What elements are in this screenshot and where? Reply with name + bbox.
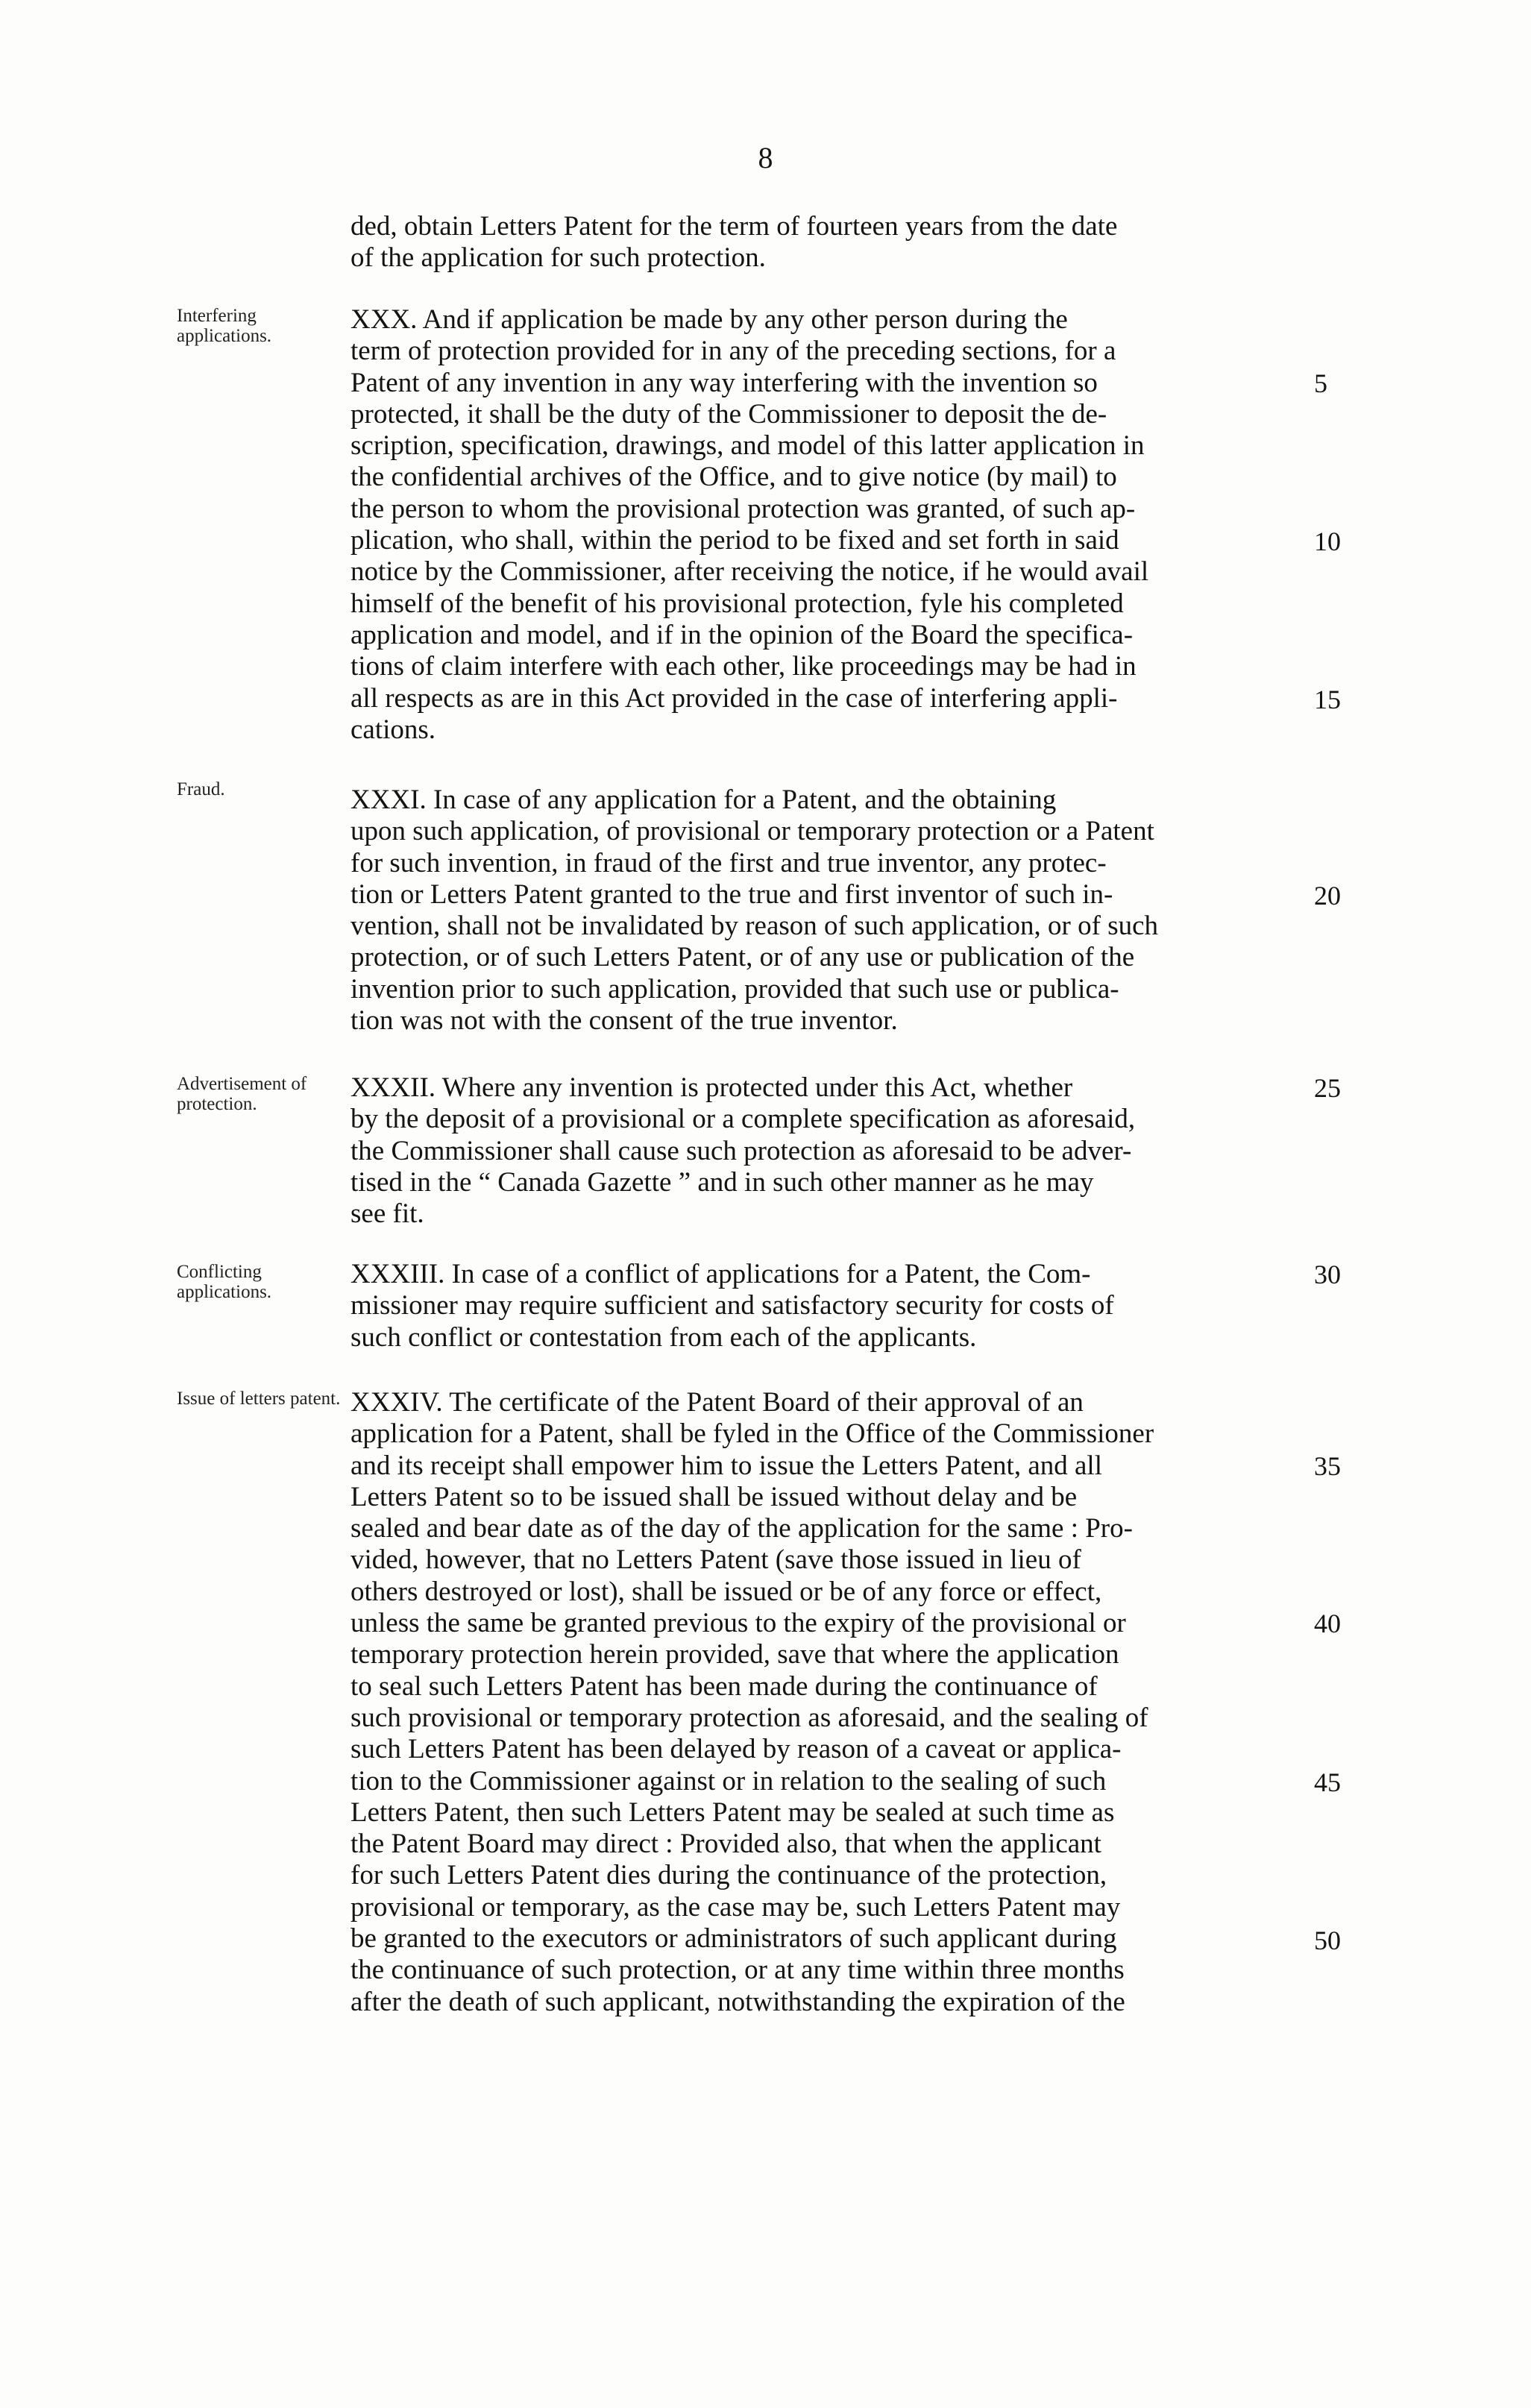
section-xxxiv xyxy=(350,1387,1305,2018)
line-number-35: 35 xyxy=(1314,1451,1341,1481)
line-number-15: 15 xyxy=(1314,685,1341,714)
text-line: Letters Patent, then such Letters Patent may be sealed at such time as xyxy=(350,1796,1115,1828)
text-line: tised in the “ Canada Gazette ” and in such other manner as he may xyxy=(350,1166,1094,1198)
text-line: the continuance of such protection, or at any time within three months xyxy=(350,1955,1125,1986)
text-line: the Commissioner shall cause such protection as aforesaid to be adver- xyxy=(350,1135,1132,1166)
section-xxxi xyxy=(350,785,1305,1037)
continuation-paragraph xyxy=(350,211,1305,274)
section-xxx xyxy=(350,304,1305,746)
text-line: invention prior to such application, provided that such use or publica- xyxy=(350,973,1119,1005)
text-line: all respects as are in this Act provided in the case of interfering appli- xyxy=(350,682,1118,714)
text-line: the person to whom the provisional protection was granted, of such ap- xyxy=(350,493,1136,524)
text-line: for such Letters Patent dies during the continuance of the protection, xyxy=(350,1860,1107,1891)
text-line: after the death of such applicant, notwithstanding the expiration of the xyxy=(350,1986,1125,2017)
text-line: protected, it shall be the duty of the Commissioner to deposit the de- xyxy=(350,398,1107,430)
text-line: XXX. And if application be made by any other person during the xyxy=(350,304,1068,335)
margin-note-fraud: Fraud. xyxy=(177,779,225,799)
text-line: vided, however, that no Letters Patent (save those issued in lieu of xyxy=(350,1544,1081,1576)
text-line: application for a Patent, shall be fyled in the Office of the Commissioner xyxy=(350,1418,1154,1450)
text-line: others destroyed or lost), shall be issued or be of any force or effect, xyxy=(350,1576,1102,1607)
text-line: sealed and bear date as of the day of the application for the same : Pro- xyxy=(350,1513,1133,1544)
text-line: protection, or of such Letters Patent, or of any use or publication of the xyxy=(350,942,1135,973)
text-line: by the deposit of a provisional or a complete specification as aforesaid, xyxy=(350,1104,1136,1135)
margin-note-issue-of-letters-patent: Issue of letters patent. xyxy=(177,1389,341,1409)
text-line: and its receipt shall empower him to issue the Letters Patent, and all xyxy=(350,1450,1102,1481)
text-line: plication, who shall, within the period to be fixed and set forth in said xyxy=(350,525,1119,556)
line-number-40: 40 xyxy=(1314,1609,1341,1638)
text-line: tion or Letters Patent granted to the true and first inventor of such in- xyxy=(350,878,1113,910)
text-line: tions of claim interfere with each other, like proceedings may be had in xyxy=(350,651,1137,682)
text-line: the Patent Board may direct : Provided also, that when the applicant xyxy=(350,1829,1101,1860)
text-line: scription, specification, drawings, and model of this latter application in xyxy=(350,430,1145,462)
text-line: term of protection provided for in any of the preceding sections, for a xyxy=(350,336,1116,367)
text-line: of the application for such protection. xyxy=(350,242,766,274)
text-line: such conflict or contestation from each of the applicants. xyxy=(350,1321,977,1353)
line-number-30: 30 xyxy=(1314,1260,1341,1289)
text-line: tion was not with the consent of the true inventor. xyxy=(350,1005,898,1037)
section-xxxii xyxy=(350,1072,1305,1230)
margin-note-advertisement: Advertisement of protection. xyxy=(177,1074,307,1114)
text-line: temporary protection herein provided, save that where the application xyxy=(350,1639,1119,1670)
text-line: such Letters Patent has been delayed by reason of a caveat or applica- xyxy=(350,1734,1122,1765)
margin-note-interfering-applications: Interfering applications. xyxy=(177,306,272,346)
text-line: upon such application, of provisional or temporary protection or a Patent xyxy=(350,816,1154,847)
text-line: cations. xyxy=(350,714,436,745)
text-line: himself of the benefit of his provisional protection, fyle his completed xyxy=(350,588,1124,619)
line-number-25: 25 xyxy=(1314,1073,1341,1103)
text-line: application and model, and if in the opinion of the Board the specifica- xyxy=(350,619,1134,650)
text-line: XXXI. In case of any application for a Patent, and the obtaining xyxy=(350,785,1057,815)
text-line: Patent of any invention in any way interfering with the invention so xyxy=(350,367,1098,398)
text-line: be granted to the executors or administrators of such applicant during xyxy=(350,1923,1117,1955)
text-line: XXXII. Where any invention is protected under this Act, whether xyxy=(350,1072,1073,1103)
text-line: tion to the Commissioner against or in relation to the sealing of such xyxy=(350,1765,1107,1796)
line-number-20: 20 xyxy=(1314,881,1341,911)
text-line: XXXIII. In case of a conflict of applications for a Patent, the Com- xyxy=(350,1259,1091,1289)
text-line: the confidential archives of the Office, and to give notice (by mail) to xyxy=(350,462,1117,493)
text-line: to seal such Letters Patent has been made during the continuance of xyxy=(350,1670,1098,1702)
margin-note-conflicting-applications: Conflicting applications. xyxy=(177,1262,272,1302)
text-line: ded, obtain Letters Patent for the term of fourteen years from the date xyxy=(350,211,1118,242)
text-line: notice by the Commissioner, after receiving the notice, if he would avail xyxy=(350,556,1149,588)
line-number-10: 10 xyxy=(1314,526,1341,556)
text-line: see fit. xyxy=(350,1198,424,1230)
line-number-45: 45 xyxy=(1314,1767,1341,1797)
page-number: 8 xyxy=(758,141,773,175)
text-line: Letters Patent so to be issued shall be issued without delay and be xyxy=(350,1481,1078,1512)
text-line: missioner may require sufficient and satisfactory security for costs of xyxy=(350,1290,1114,1321)
section-xxxiii xyxy=(350,1259,1305,1354)
text-line: XXXIV. The certificate of the Patent Board of their approval of an xyxy=(350,1387,1084,1418)
line-number-5: 5 xyxy=(1314,368,1327,398)
text-line: for such invention, in fraud of the first and true inventor, any protec- xyxy=(350,847,1107,878)
line-number-50: 50 xyxy=(1314,1926,1341,1955)
text-line: unless the same be granted previous to the expiry of the provisional or xyxy=(350,1608,1126,1639)
text-line: such provisional or temporary protection as aforesaid, and the sealing of xyxy=(350,1702,1148,1733)
text-line: vention, shall not be invalidated by reason of such application, or of such xyxy=(350,911,1159,942)
text-line: provisional or temporary, as the case may be, such Letters Patent may xyxy=(350,1891,1121,1923)
